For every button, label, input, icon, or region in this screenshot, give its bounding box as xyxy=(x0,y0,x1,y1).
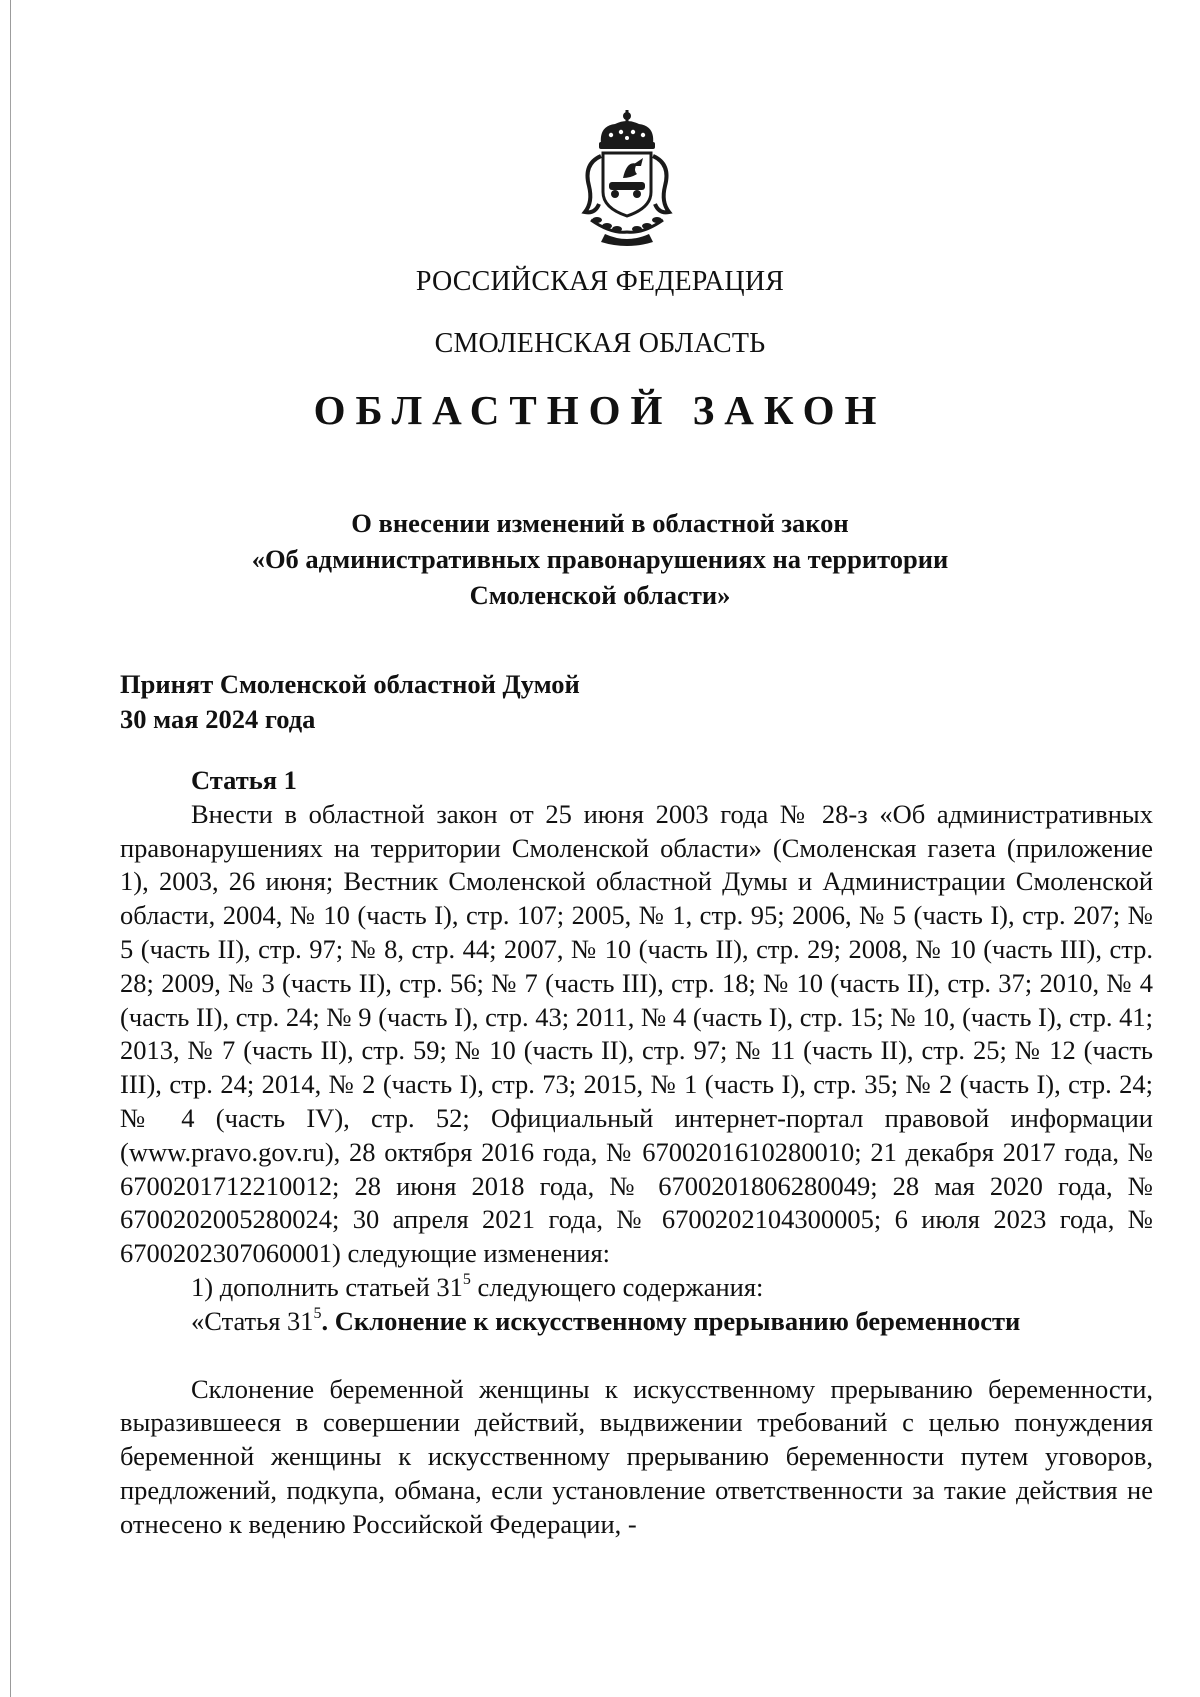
adoption-body: Принят Смоленской областной Думой xyxy=(120,669,580,699)
title-line: Смоленской области» xyxy=(469,580,731,610)
coat-of-arms-emblem-icon xyxy=(571,108,683,248)
document-body xyxy=(120,764,1153,1542)
title-line: О внесении изменений в областной закон xyxy=(351,508,849,538)
title-line: «Об административных правонарушениях на территории xyxy=(251,544,949,574)
paragraph-spacer xyxy=(120,1339,1153,1373)
region-heading: СМОЛЕНСКАЯ ОБЛАСТЬ xyxy=(434,328,766,359)
new-article-text: Склонение беременной женщины к искусственному прерыванию беременности, выразившееся в совершении действий, выдвижении требований с целью понуждения беременной женщины к искусственному прерыванию беременности путем уговоров, предложений, подкупа, обмана, если установление ответственности за такие действия не отнесено к ведению Российской Федерации, - xyxy=(120,1373,1153,1539)
adoption-info xyxy=(120,667,820,737)
new-article-heading xyxy=(120,1305,1153,1339)
document-title xyxy=(100,505,1100,613)
adoption-date: 30 мая 2024 года xyxy=(120,704,316,734)
scan-edge-line xyxy=(10,0,11,1697)
amendment-item xyxy=(120,1271,1153,1305)
amendment-item-superscript: 5 xyxy=(462,1270,471,1288)
new-article-superscript: 5 xyxy=(313,1304,322,1322)
amendment-item-prefix: 1) дополнить статьей 31 xyxy=(191,1271,463,1302)
new-article-title: . Склонение к искусственному прерыванию беременности xyxy=(321,1305,1021,1336)
country-heading: РОССИЙСКАЯ ФЕДЕРАЦИЯ xyxy=(415,266,785,297)
document-type-heading: ОБЛАСТНОЙ ЗАКОН xyxy=(313,387,887,433)
new-article-prefix: «Статья 31 xyxy=(191,1305,314,1336)
article-heading: Статья 1 xyxy=(191,765,297,795)
article-paragraph: Внести в областной закон от 25 июня 2003 года № 28-з «Об административных правонарушениях на территории Смоленской области» (Смоленская газета (приложение 1), 2003, 26 июня; Вестник Смоленской областной Думы и Администрации Смоленской области, 2004, № 10 (часть I), стр. 107; 2005, № 1, стр. 95; 2006, № 5 (часть I), стр. 207; № 5 (часть II), стр. 97; № 8, стр. 44; 2007, № 10 (часть II), стр. 29; 2008, № 10 (часть III), стр. 28; 2009, № 3 (часть II), стр. 56; № 7 (часть III), стр. 18; № 10 (часть II), стр. 37; 2010, № 4 (часть II), стр. 24; № 9 (часть I), стр. 43; 2011, № 4 (часть I), стр. 15; № 10, (часть I), стр. 41; 2013, № 7 (часть II), стр. 59; № 10 (часть II), стр. 97; № 11 (часть II), стр. 25; № 12 (часть III), стр. 24; 2014, № 2 (часть I), стр. 73; 2015, № 1 (часть I), стр. 35; № 2 (часть I), стр. 24; № 4 (часть IV), стр. 52; Официальный интернет-портал правовой информации (www.pravo.gov.ru), 28 октября 2016 года, № 6700201610280010; 21 декабря 2017 года, № 6700201712210012; 28 июня 2018 года, № 6700201806280049; 28 мая 2020 года, № 6700202005280024; 30 апреля 2021 года, № 6700202104300005; 6 июля 2023 года, № 6700202307060001) следующие изменения: xyxy=(120,798,1153,1269)
amendment-item-suffix: следующего содержания: xyxy=(470,1271,764,1302)
